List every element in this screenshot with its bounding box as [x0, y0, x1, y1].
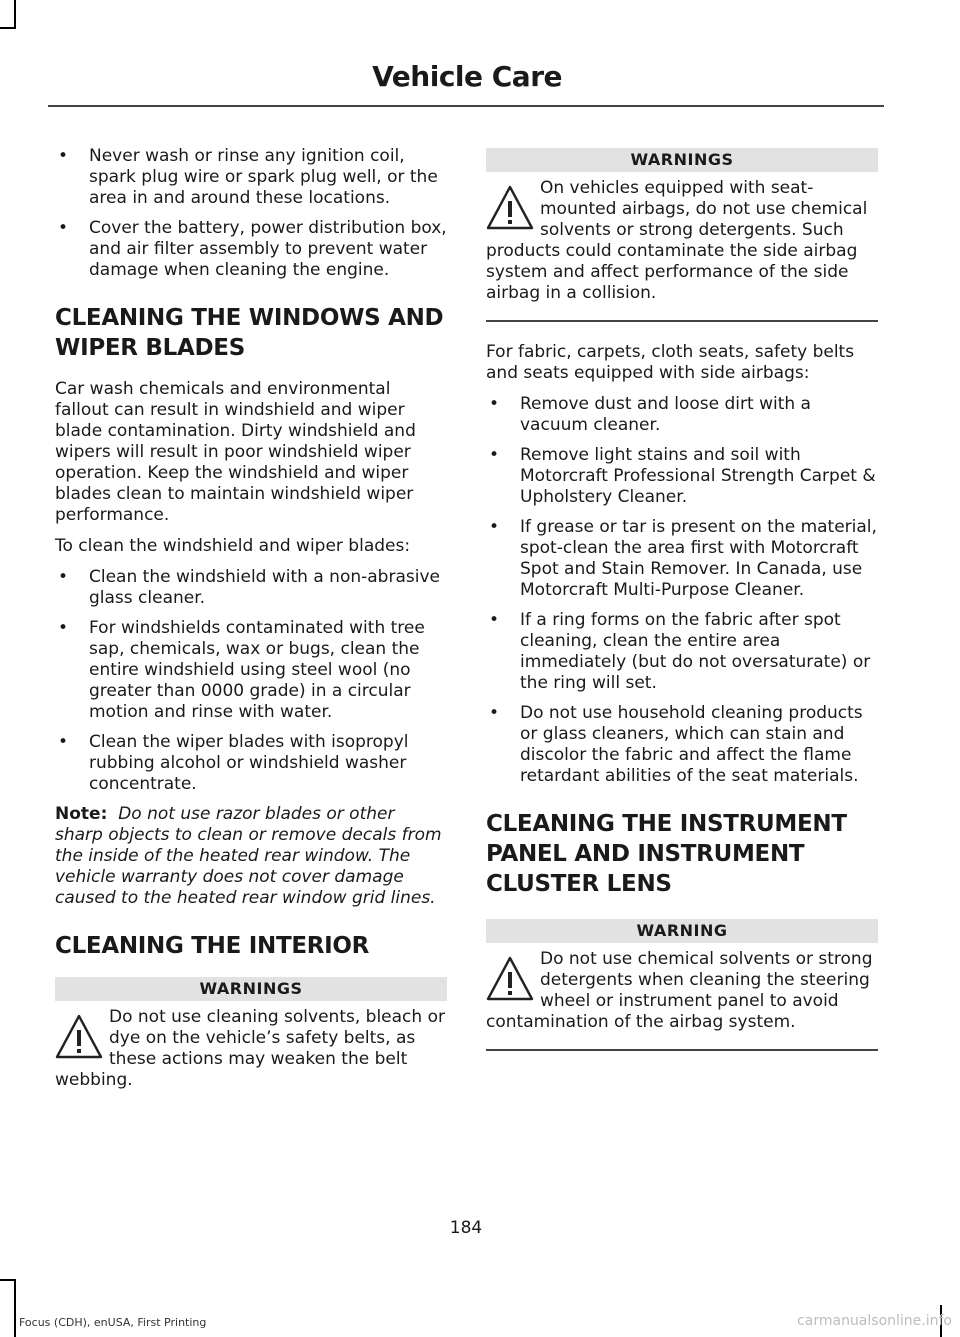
note-text: Do not use razor blades or other sharp objects to clean or remove decals from the inside of the heated rear window. The vehicle warranty does not cover damage caused to the heated rear window grid lines. [55, 804, 442, 908]
warning-rule [486, 320, 878, 322]
crop-mark [14, 1279, 16, 1337]
edition-label: Focus (CDH), enUSA, First Printing [19, 1316, 207, 1329]
note [55, 804, 447, 909]
list-item: • If grease or tar is present on the material, spot-clean the area first with Motorcraft Spot and Stain Remover. In Canada, use Motorcraft Multi-Purpose Cleaner. [486, 517, 878, 601]
page-number: 184 [449, 1218, 483, 1238]
watermark: carmanualsonline.info [797, 1313, 952, 1329]
warning-box [486, 919, 878, 1051]
warning-box [486, 148, 878, 322]
engine-bullets [55, 146, 447, 281]
paragraph: For fabric, carpets, cloth seats, safety belts and seats equipped with side airbags: [486, 342, 855, 383]
warning-triangle-icon [486, 955, 534, 1003]
list-item: • Remove dust and loose dirt with a vacuum cleaner. [486, 394, 878, 436]
warning-body [486, 943, 878, 1033]
header-rule [48, 105, 884, 107]
list-item: • Do not use household cleaning products or glass cleaners, which can stain and discolor the fabric and affect the flame retardant abilities of the seat materials. [486, 703, 878, 787]
warning-body [55, 1001, 447, 1091]
list-item: • If a ring forms on the fabric after spot cleaning, clean the entire area immediately (but do not oversaturate) or the ring will set. [486, 610, 878, 694]
paragraph: To clean the windshield and wiper blades: [55, 536, 411, 556]
windshield-bullets [55, 567, 447, 795]
list-item: • Remove light stains and soil with Motorcraft Professional Strength Carpet & Upholstery Cleaner. [486, 445, 878, 508]
warning-box [55, 977, 447, 1091]
warning-body [486, 172, 878, 304]
list-item: • Cover the battery, power distribution box, and air filter assembly to prevent water damage when cleaning the engine. [55, 218, 447, 281]
warning-title: WARNINGS [486, 148, 878, 172]
warning-triangle-icon [55, 1013, 103, 1061]
list-item: • Clean the wiper blades with isopropyl rubbing alcohol or windshield washer concentrate. [55, 732, 447, 795]
section-heading-instrument: CLEANING THE INSTRUMENT PANEL AND INSTRUMENT CLUSTER LENS [486, 811, 847, 897]
list-item: • Clean the windshield with a non-abrasive glass cleaner. [55, 567, 447, 609]
list-item: • Never wash or rinse any ignition coil, spark plug wire or spark plug well, or the area in and around these locations. [55, 146, 447, 209]
paragraph: Car wash chemicals and environmental fallout can result in windshield and wiper blade contamination. Dirty windshield and wipers will result in poor windshield wiper operation. Keep the windshield and wiper blades clean to maintain windshield wiper performance. [55, 379, 416, 525]
warning-title: WARNINGS [55, 977, 447, 1001]
crop-mark [0, 1279, 16, 1281]
left-column [55, 146, 447, 1091]
warning-text: Do not use cleaning solvents, bleach or dye on the vehicle’s safety belts, as these actions may weaken the belt webbing. [55, 1007, 445, 1090]
warning-rule [486, 1049, 878, 1051]
crop-mark [0, 27, 16, 29]
warning-text: Do not use chemical solvents or strong detergents when cleaning the steering wheel or instrument panel to avoid contamination of the airbag system. [486, 949, 873, 1032]
warning-text: On vehicles equipped with seat-mounted airbags, do not use chemical solvents or strong detergents. Such products could contaminate the side airbag system and affect performance of the side airbag in a collision. [486, 178, 868, 303]
warning-title: WARNING [486, 919, 878, 943]
warning-triangle-icon [486, 184, 534, 232]
page-header-title: Vehicle Care [372, 60, 562, 93]
right-column [486, 146, 878, 1051]
fabric-bullets [486, 394, 878, 787]
list-item: • For windshields contaminated with tree sap, chemicals, wax or bugs, clean the entire windshield using steel wool (no greater than 0000 grade) in a circular motion and rinse with water. [55, 618, 447, 723]
crop-mark [14, 0, 16, 28]
note-label: Note: [55, 804, 108, 824]
section-heading-interior: CLEANING THE INTERIOR [55, 933, 370, 959]
section-heading-windows: CLEANING THE WINDOWS AND WIPER BLADES [55, 305, 444, 361]
